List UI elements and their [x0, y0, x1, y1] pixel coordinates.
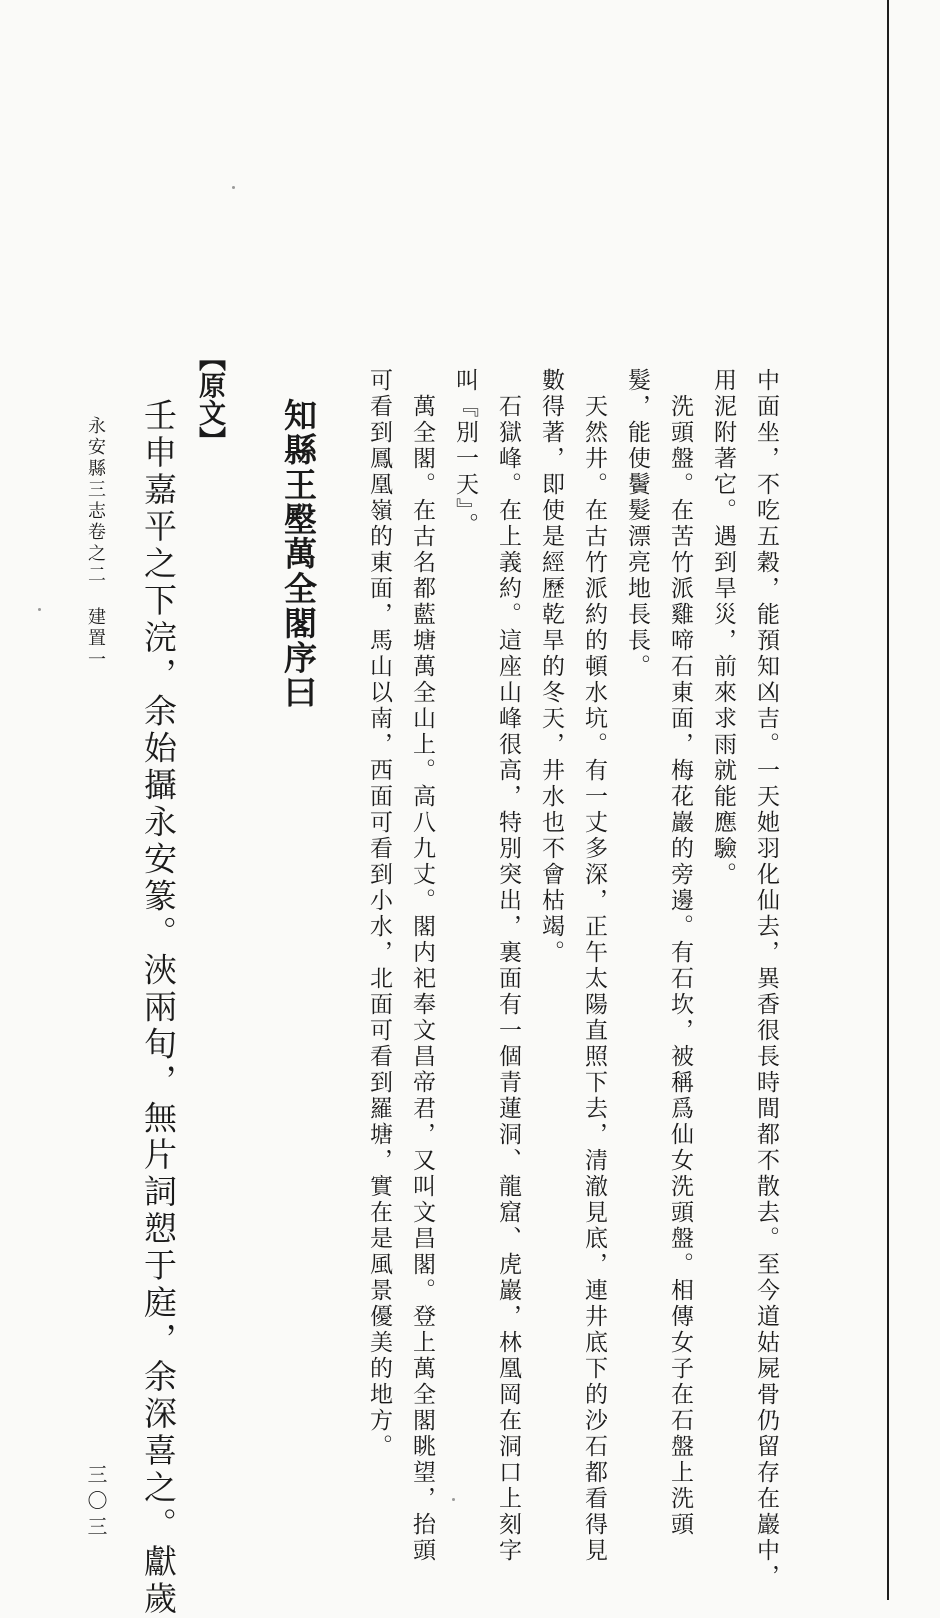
translation-line-9: 萬全閣。在古名都藍塘萬全山上。高八九丈。閣内祀奉文昌帝君，又叫文昌閣。登上萬全閣眺望，抬頭 [409, 394, 435, 1564]
translation-line-1: 中面坐，不吃五穀，能預知凶吉。一天她羽化仙去，異香很長時間都不散去。至今道姑屍骨仍留存在巖中， [753, 368, 779, 1590]
paper-speck [38, 608, 41, 611]
page-number: 三〇三 [84, 1464, 108, 1542]
running-footer: 永安縣三志卷之二 建置一 [85, 416, 106, 671]
translation-line-5: 天然井。在古竹派約的頓水坑。有一丈多深，正午太陽直照下去，清澈見底，連井底下的沙石都看得見 [581, 394, 607, 1564]
translation-line-10: 可看到鳳凰嶺的東面，馬山以南，西面可看到小水，北面可看到羅塘，實在是風景優美的地方。 [366, 368, 392, 1460]
original-text-line: 壬申嘉平之下浣，余始攝永安篆。浹兩旬，無片詞愬于庭，余深喜之。獻歲 [139, 398, 178, 1618]
paper-speck [232, 186, 235, 189]
section-title: 知縣王壂萬全閣序曰 [279, 398, 318, 710]
page-edge-rule [887, 0, 889, 1600]
translation-line-6: 數得著，即使是經歷乾旱的冬天，井水也不會枯竭。 [538, 368, 564, 966]
paper-speck [452, 1498, 455, 1501]
translation-line-7: 石獄峰。在上義約。這座山峰很高，特別突出，裏面有一個青蓮洞、龍窟、虎巖，林凰岡在洞口上刻字 [495, 394, 521, 1564]
translation-line-8: 叫『別一天』。 [452, 368, 478, 539]
translation-line-3: 洗頭盤。在苦竹派雞啼石東面，梅花巖的旁邊。有石坎，被稱爲仙女洗頭盤。相傳女子在石盤上洗頭 [667, 394, 693, 1538]
translation-line-2: 用泥附著它。遇到旱災，前來求雨就能應驗。 [710, 368, 736, 888]
original-text-label: 【原文】 [194, 344, 225, 455]
translation-line-4: 髮，能使鬢髮漂亮地長長。 [624, 368, 650, 680]
